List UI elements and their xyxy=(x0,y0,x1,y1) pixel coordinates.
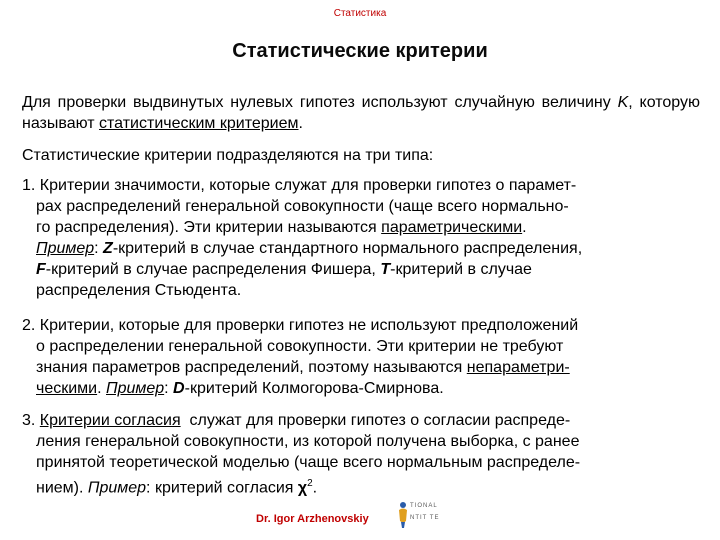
item1-line6: распределения Стьюдента. xyxy=(36,282,242,299)
list-item-goodness-of-fit xyxy=(22,410,702,498)
item3-example-label: Пример xyxy=(87,479,147,497)
types-intro-text: Статистические критерии подразделяются на три типа: xyxy=(22,147,434,164)
item2-line2: о распределении генеральной совокупности. Эти критерии не требуют xyxy=(36,338,564,355)
item1-term: параметрическими xyxy=(381,219,523,236)
intro-text-start: Для проверки выдвинутых нулевых гипотез используют случайную величину xyxy=(22,94,618,111)
item1-line2: рах распределений генеральной совокупности (чаще всего нормально- xyxy=(36,198,569,215)
item1-line5-end: -критерий в случае xyxy=(390,261,532,278)
item1-line5 xyxy=(22,259,702,280)
list-item-significance xyxy=(22,175,702,301)
item3-line1 xyxy=(22,410,702,431)
slide-header: Статистика xyxy=(333,8,387,19)
item1-line3-text: го распределения). Эти критерии называются xyxy=(36,219,382,236)
item2-line4 xyxy=(22,378,702,399)
intro-text-middle: , которую называют xyxy=(22,94,701,132)
item2-term-part2: ческими xyxy=(36,380,98,397)
item1-example-label: Пример xyxy=(36,240,95,257)
item2-line3-text: знания параметров распределений, поэтому называются xyxy=(36,359,467,376)
item3-number: 3. xyxy=(22,412,40,429)
item2-example-colon: : xyxy=(164,380,174,397)
item3-term: Критерии согласия xyxy=(39,412,181,429)
item2-term-part1: непараметри- xyxy=(466,359,570,376)
item1-z-var: Z xyxy=(103,240,113,257)
intro-term: статистическим критерием xyxy=(99,115,299,132)
item3-line3: принятой теоретической моделью (чаще всего нормальным распределе- xyxy=(36,454,581,471)
item1-f-var: F xyxy=(36,261,46,278)
institution-logo xyxy=(396,499,480,529)
item1-line4 xyxy=(22,238,702,259)
item3-line4-start: нием). xyxy=(36,479,88,497)
item3-line2: ления генеральной совокупности, из которой получена выборка, с ранее xyxy=(36,433,580,450)
item2-d-var: D xyxy=(173,380,185,397)
item2-line3 xyxy=(22,357,702,378)
item3-chi-exponent: 2 xyxy=(307,478,313,489)
institution-logo-icon xyxy=(396,499,410,529)
item3-line1-text: служат для проверки гипотез о согласии распреде- xyxy=(180,412,571,429)
item3-chi-symbol: χ xyxy=(297,479,308,497)
list-item-nonparametric xyxy=(22,315,702,399)
item1-line1: 1. Критерии значимости, которые служат для проверки гипотез о парамет- xyxy=(22,177,577,194)
item2-line4-sep: . xyxy=(97,380,106,397)
types-intro xyxy=(22,145,700,166)
item2-line4-text: -критерий Колмогорова-Смирнова. xyxy=(184,380,444,397)
intro-variable: K xyxy=(617,94,629,111)
item1-example-sep: : xyxy=(94,240,104,257)
item3-line4-end: . xyxy=(312,479,318,497)
item1-line5-text: -критерий в случае распределения Фишера, xyxy=(45,261,381,278)
item3-line4 xyxy=(22,473,702,498)
item1-line4-text: -критерий в случае стандартного нормального распределения, xyxy=(112,240,583,257)
item1-line3 xyxy=(22,217,702,238)
item2-line1: 2. Критерии, которые для проверки гипотез не используют предположений xyxy=(22,317,579,334)
slide-title: Статистические критерии xyxy=(232,40,488,62)
author-name: Dr. Igor Arzhenovskiy xyxy=(256,513,369,525)
logo-caption-bottom: NTIT TE xyxy=(410,515,440,521)
item3-line4-text: : критерий согласия xyxy=(146,479,298,497)
intro-text-end: . xyxy=(298,115,303,132)
item2-example-label: Пример xyxy=(106,380,165,397)
logo-caption-top: TIONAL xyxy=(410,503,438,509)
item1-line3-end: . xyxy=(522,219,527,236)
item1-t-var: T xyxy=(380,261,391,278)
intro-paragraph xyxy=(22,92,700,134)
